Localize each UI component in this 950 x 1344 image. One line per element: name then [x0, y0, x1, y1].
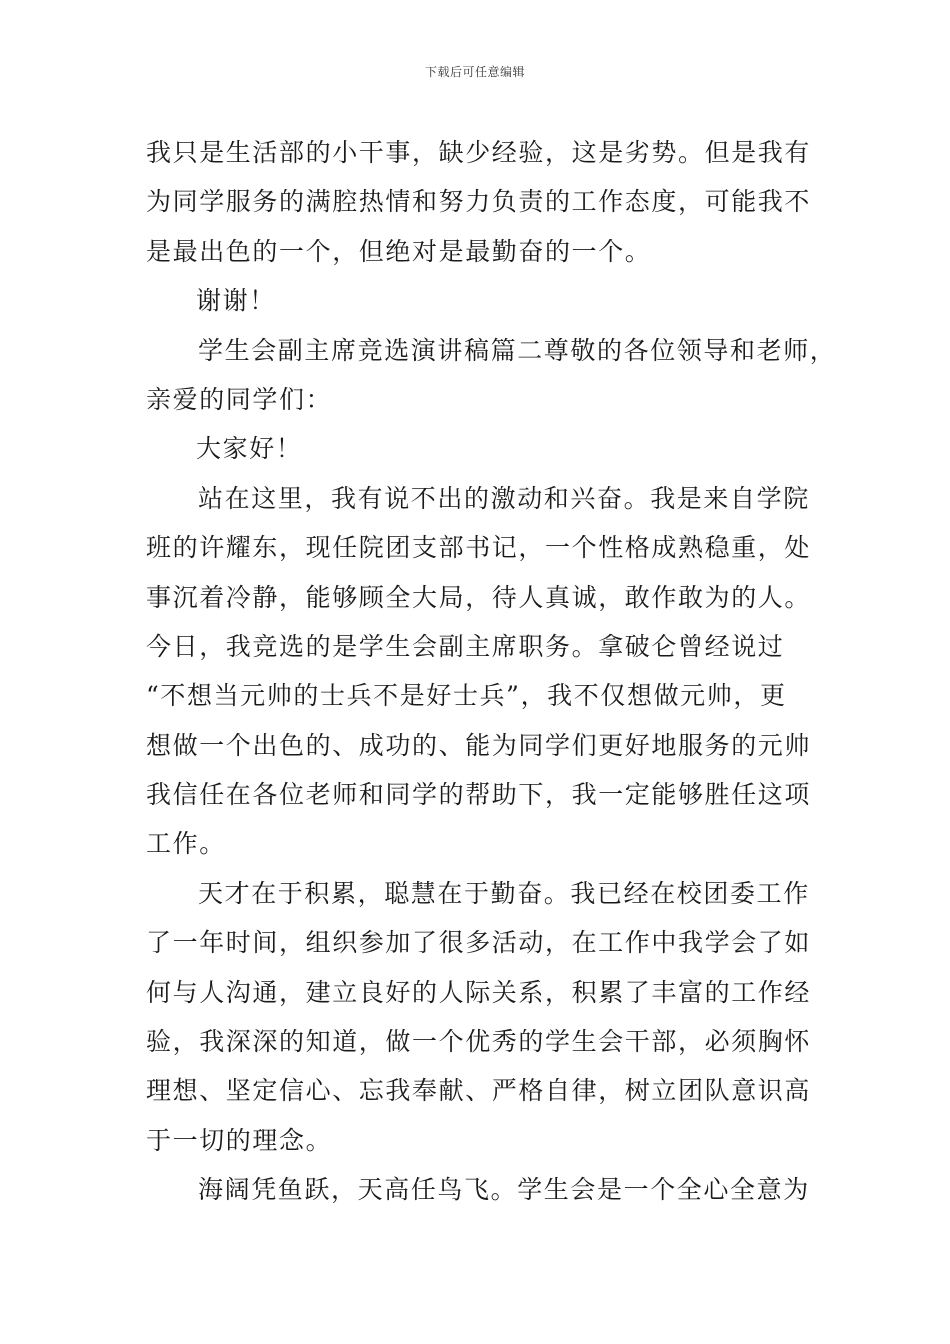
text-line: 于一切的理念。	[146, 1125, 333, 1155]
text-line: 我信任在各位老师和同学的帮助下，我一定能够胜任这项	[146, 780, 812, 810]
text-line: 站在这里，我有说不出的激动和兴奋。我是来自学院	[198, 483, 810, 513]
text-line: 何与人沟通，建立良好的人际关系，积累了丰富的工作经	[146, 977, 812, 1007]
document-body	[146, 128, 837, 1215]
text-line: 了一年时间，组织参加了很多活动，在工作中我学会了如	[146, 928, 812, 958]
text-line: 是最出色的一个，但绝对是最勤奋的一个。	[146, 236, 652, 266]
text-line: 为同学服务的满腔热情和努力负责的工作态度，可能我不	[146, 187, 812, 217]
text-line: 理想、坚定信心、忘我奉献、严格自律，树立团队意识高	[146, 1076, 812, 1106]
text-line: 想做一个出色的、成功的、能为同学们更好地服务的元帅	[146, 730, 812, 760]
text-line: 我只是生活部的小干事，缺少经验，这是劣势。但是我有	[146, 138, 812, 167]
text-line: 天才在于积累，聪慧在于勤奋。我已经在校团委工作	[198, 878, 810, 908]
text-line: “不想当元帅的士兵不是好士兵”，我不仅想做元帅，更	[146, 681, 787, 711]
text-line: 工作。	[146, 829, 226, 859]
text-line: 海阔凭鱼跃，天高任鸟飞。学生会是一个全心全意为	[198, 1175, 810, 1205]
text-line: 亲爱的同学们：	[146, 384, 333, 414]
page-header: 下载后可任意编辑	[424, 65, 525, 79]
text-line: 大家好！	[196, 434, 303, 464]
text-line: 今日，我竞选的是学生会副主席职务。拿破仑曾经说过	[146, 631, 785, 661]
text-line: 事沉着冷静，能够顾全大局，待人真诚，敢作敢为的人。	[146, 582, 812, 612]
text-line: 谢谢！	[196, 286, 276, 316]
text-line: 验，我深深的知道，做一个优秀的学生会干部，必须胸怀	[146, 1027, 812, 1057]
text-line: 学生会副主席竞选演讲稿篇二尊敬的各位领导和老师，	[198, 335, 837, 365]
text-line: 班的许耀东，现任院团支部书记，一个性格成熟稳重，处	[146, 533, 812, 563]
